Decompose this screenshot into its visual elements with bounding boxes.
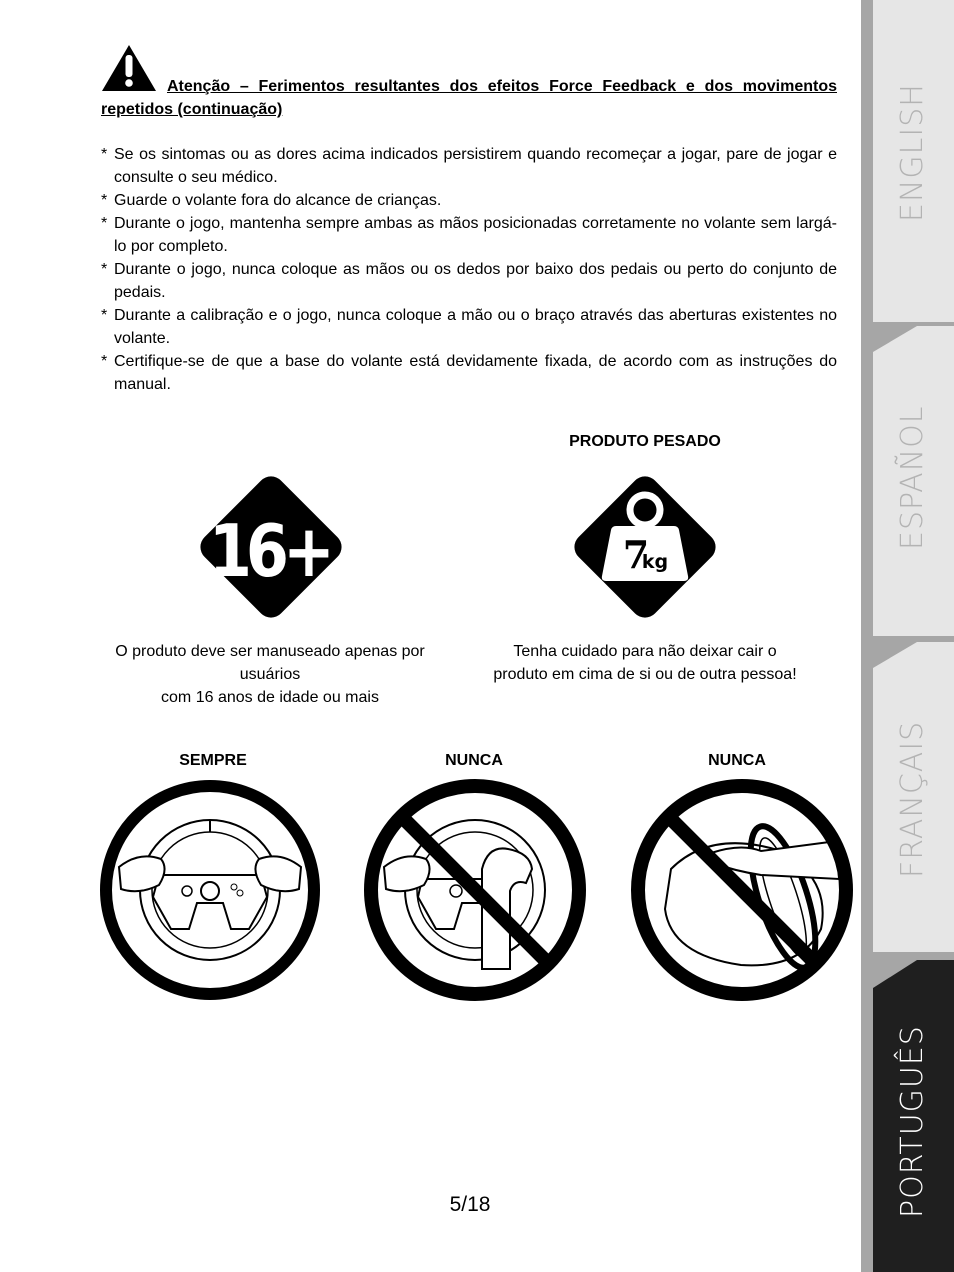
wheel-correct-grip-illustration [99, 779, 321, 1001]
list-item: * Durante o jogo, nunca coloque as mãos ou os dedos por baixo dos pedais ou perto do conjunto de pedais. [101, 261, 837, 301]
wheel-label-always: SEMPRE [179, 752, 247, 769]
heavy-weight-symbol [568, 470, 722, 624]
age-caption: O produto deve ser manuseado apenas por usuários com 16 anos de idade ou mais [115, 643, 425, 706]
weight-number: 7 [622, 532, 650, 577]
weight-unit: kg [641, 551, 669, 573]
language-tabs [861, 0, 954, 1272]
list-item: * Durante o jogo, mantenha sempre ambas as mãos posicionadas corretamente no volante sem largá-lo por completo. [101, 215, 837, 255]
list-item: * Durante a calibração e o jogo, nunca coloque a mão ou o braço através das aberturas existentes no volante. [101, 307, 837, 347]
section-heading [101, 44, 837, 121]
tab-espanol[interactable]: ESPAÑOL [895, 405, 930, 550]
wheel-label-never-2: NUNCA [708, 752, 766, 769]
tab-portugues[interactable]: PORTUGUÊS [895, 1025, 930, 1218]
list-item: * Se os sintomas ou as dores acima indicados persistirem quando recomeçar a jogar, pare de jogar e consulte o seu médico. [101, 146, 837, 186]
list-item: * Guarde o volante fora do alcance de crianças. [101, 192, 442, 209]
heading-text: Atenção – Ferimentos resultantes dos efeitos Force Feedback e dos movimentos repetidos (continuação) [101, 78, 837, 118]
wheel-hand-through-prohibited-illustration [364, 779, 586, 1001]
heavy-caption: Tenha cuidado para não deixar cair o produto em cima de si ou de outra pessoa! [493, 643, 797, 683]
age-badge-text: 16+ [208, 509, 329, 594]
page-number: 5/18 [449, 1193, 491, 1216]
age-restriction-symbol [194, 470, 348, 624]
heavy-product-label: PRODUTO PESADO [569, 433, 721, 450]
wheel-label-never-1: NUNCA [445, 752, 503, 769]
list-item: * Certifique-se de que a base do volante está devidamente fixada, de acordo com as instruções do manual. [101, 353, 837, 393]
tab-francais[interactable]: FRANÇAIS [895, 720, 930, 878]
warning-triangle-icon [101, 44, 157, 92]
safety-bullet-list [101, 143, 837, 396]
wheel-arm-through-prohibited-illustration [631, 779, 853, 1001]
tab-english[interactable]: ENGLISH [895, 83, 930, 222]
